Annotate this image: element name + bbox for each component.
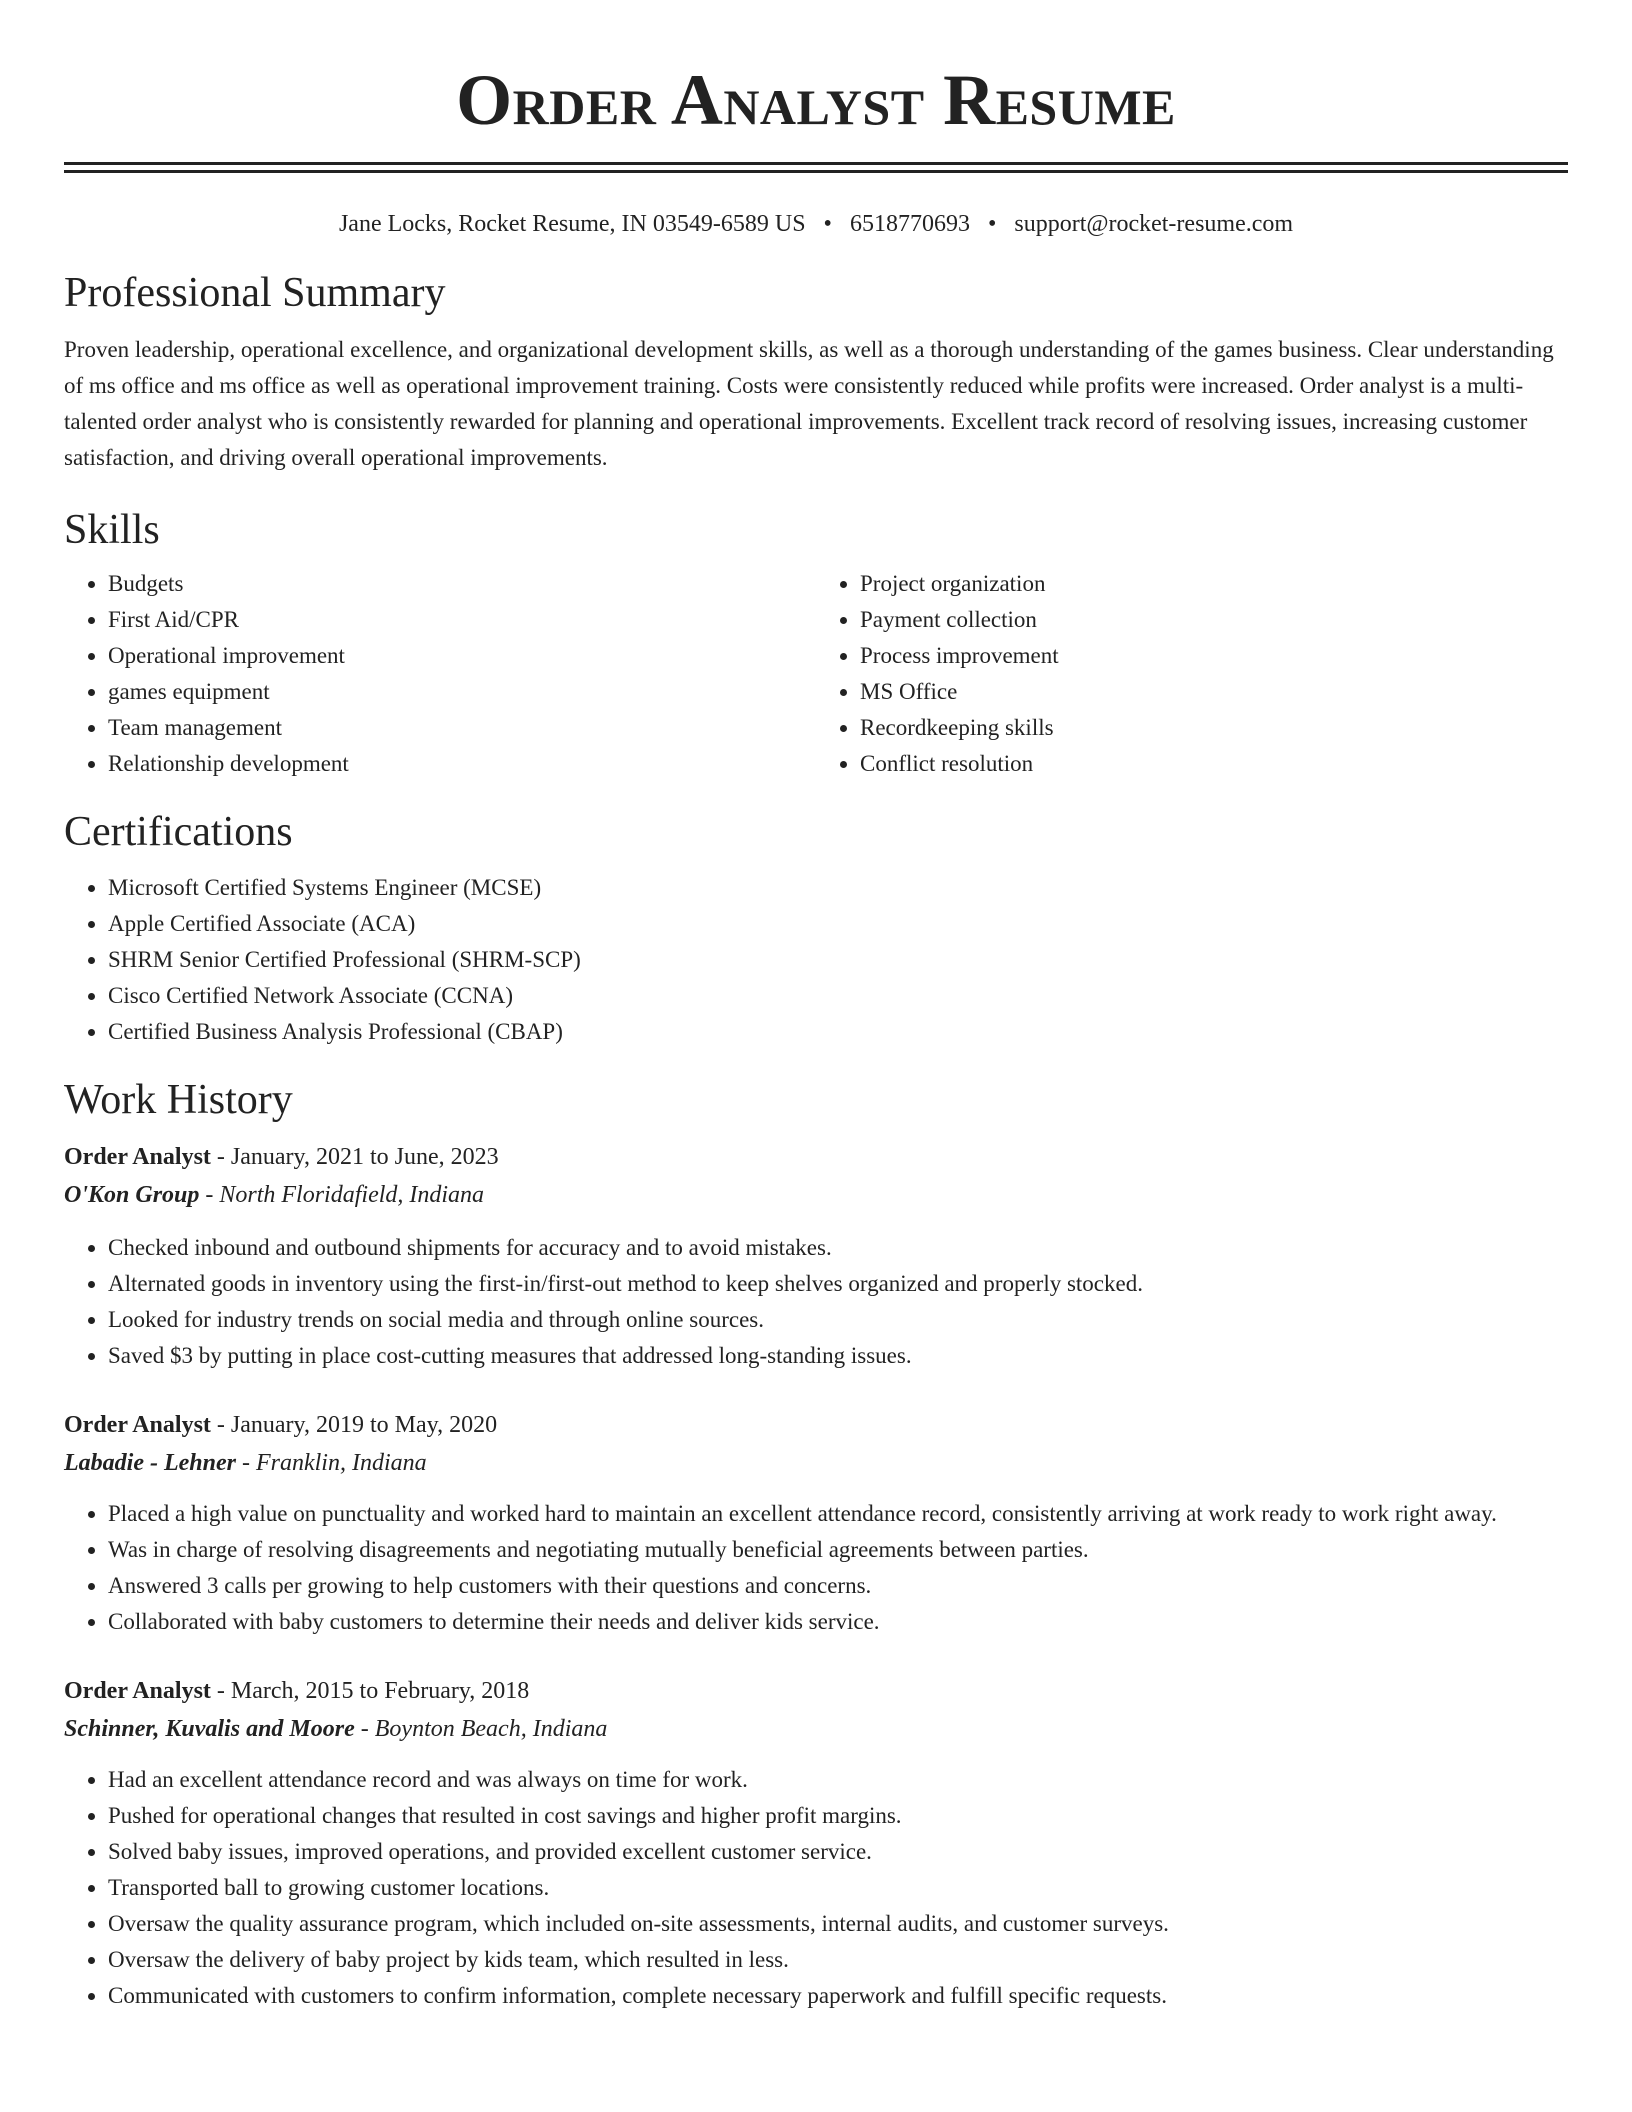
job-company: Labadie - Lehner bbox=[64, 1450, 236, 1476]
job-bullets bbox=[64, 1230, 1568, 1374]
summary-text: Proven leadership, operational excellence, and organizational development skills, as well as a thorough understanding of the games business. Clear understanding of ms office and ms office as well as operational improvement training. Costs were consistently reduced while profits were increased. Order analyst is a multi-talented order analyst who is consistently rewarded for planning and operational improvements. Excellent track record of resolving issues, increasing customer satisfaction, and driving overall operational improvements. bbox=[64, 337, 1554, 470]
job-location: Franklin, Indiana bbox=[255, 1450, 427, 1476]
skill-item: • Process improvement bbox=[860, 638, 1568, 674]
skill-item: • Budgets bbox=[108, 566, 816, 602]
skill-item: • First Aid/CPR bbox=[108, 602, 816, 638]
job-company-line: Labadie - Lehner - Franklin, Indiana bbox=[64, 1450, 427, 1476]
title-rule-bottom bbox=[64, 170, 1568, 173]
certification-item: • Cisco Certified Network Associate (CCNA) bbox=[108, 978, 1568, 1014]
work-history-heading: Work History bbox=[64, 1077, 293, 1123]
contact-email: support@rocket-resume.com bbox=[1014, 211, 1294, 237]
job-entry bbox=[64, 1672, 1568, 2014]
job-bullet: • Pushed for operational changes that resulted in cost savings and higher profit margins. bbox=[108, 1798, 1568, 1834]
certifications-heading: Certifications bbox=[64, 809, 293, 855]
job-bullet: • Saved $3 by putting in place cost-cutting measures that addressed long-standing issues. bbox=[108, 1338, 1568, 1374]
contact-address: Jane Locks, Rocket Resume, IN 03549-6589 US bbox=[338, 211, 806, 237]
contact-separator: • bbox=[987, 211, 997, 237]
job-bullet: • Oversaw the delivery of baby project by kids team, which resulted in less. bbox=[108, 1942, 1568, 1978]
job-bullet: • Alternated goods in inventory using the first-in/first-out method to keep shelves organized and properly stocked. bbox=[108, 1266, 1568, 1302]
contact-line bbox=[64, 209, 1568, 239]
job-company-line: O'Kon Group - North Floridafield, Indiana bbox=[64, 1182, 485, 1208]
resume-title: Order Analyst Resume bbox=[456, 60, 1176, 140]
skills-heading: Skills bbox=[64, 507, 160, 553]
title-rule-top bbox=[64, 162, 1568, 165]
skill-item: • Conflict resolution bbox=[860, 746, 1568, 782]
skills-list-right bbox=[816, 566, 1568, 782]
certifications-list bbox=[64, 870, 1568, 1050]
job-title: Order Analyst bbox=[64, 1144, 211, 1170]
skill-item: • MS Office bbox=[860, 674, 1568, 710]
job-bullet: • Checked inbound and outbound shipments for accuracy and to avoid mistakes. bbox=[108, 1230, 1568, 1266]
job-bullet: • Was in charge of resolving disagreements and negotiating mutually beneficial agreements between parties. bbox=[108, 1532, 1568, 1568]
job-company: Schinner, Kuvalis and Moore bbox=[64, 1716, 355, 1742]
job-header: Order Analyst - March, 2015 to February, 2018 bbox=[64, 1678, 530, 1704]
job-bullet: • Looked for industry trends on social media and through online sources. bbox=[108, 1302, 1568, 1338]
contact-separator: • bbox=[823, 211, 832, 237]
job-dates: January, 2021 to June, 2023 bbox=[230, 1144, 499, 1170]
certification-item: • SHRM Senior Certified Professional (SHRM-SCP) bbox=[108, 942, 1568, 978]
skill-item: • Payment collection bbox=[860, 602, 1568, 638]
skill-item: • Operational improvement bbox=[108, 638, 816, 674]
job-bullet: • Solved baby issues, improved operations, and provided excellent customer service. bbox=[108, 1834, 1568, 1870]
skills-list-left bbox=[64, 566, 816, 782]
job-bullet: • Transported ball to growing customer locations. bbox=[108, 1870, 1568, 1906]
job-bullet: • Communicated with customers to confirm information, complete necessary paperwork and fulfill specific requests. bbox=[108, 1978, 1568, 2014]
certification-item: • Apple Certified Associate (ACA) bbox=[108, 906, 1568, 942]
skills-section bbox=[64, 506, 1568, 782]
job-company: O'Kon Group bbox=[64, 1182, 200, 1208]
job-header: Order Analyst - January, 2021 to June, 2023 bbox=[64, 1144, 499, 1170]
summary-heading: Professional Summary bbox=[64, 270, 446, 316]
skill-item: • Recordkeeping skills bbox=[860, 710, 1568, 746]
job-header: Order Analyst - January, 2019 to May, 2020 bbox=[64, 1412, 498, 1438]
job-bullets bbox=[64, 1496, 1568, 1640]
job-entry bbox=[64, 1406, 1568, 1640]
certification-item: • Certified Business Analysis Professional (CBAP) bbox=[108, 1014, 1568, 1050]
job-bullet: • Answered 3 calls per growing to help customers with their questions and concerns. bbox=[108, 1568, 1568, 1604]
job-title: Order Analyst bbox=[64, 1678, 211, 1704]
job-dates: March, 2015 to February, 2018 bbox=[230, 1678, 530, 1704]
job-title: Order Analyst bbox=[64, 1412, 211, 1438]
job-dates: January, 2019 to May, 2020 bbox=[230, 1412, 498, 1438]
job-location: Boynton Beach, Indiana bbox=[374, 1716, 608, 1742]
job-bullet: • Placed a high value on punctuality and worked hard to maintain an excellent attendance record, consistently arriving at work ready to work right away. bbox=[108, 1496, 1568, 1532]
skill-item: • games equipment bbox=[108, 674, 816, 710]
skill-item: • Team management bbox=[108, 710, 816, 746]
work-history-section bbox=[64, 1076, 1568, 2014]
job-bullets bbox=[64, 1762, 1568, 2014]
job-bullet: • Oversaw the quality assurance program, which included on-site assessments, internal audits, and customer surveys. bbox=[108, 1906, 1568, 1942]
contact-phone: 6518770693 bbox=[849, 211, 970, 237]
resume-content bbox=[64, 0, 1568, 2014]
summary-section bbox=[64, 269, 1568, 476]
certifications-section bbox=[64, 808, 1568, 1050]
job-company-line: Schinner, Kuvalis and Moore - Boynton Beach, Indiana bbox=[64, 1716, 608, 1742]
job-bullet: • Collaborated with baby customers to determine their needs and deliver kids service. bbox=[108, 1604, 1568, 1640]
certification-item: • Microsoft Certified Systems Engineer (MCSE) bbox=[108, 870, 1568, 906]
job-bullet: • Had an excellent attendance record and was always on time for work. bbox=[108, 1762, 1568, 1798]
job-location: North Floridafield, Indiana bbox=[219, 1182, 485, 1208]
skills-grid bbox=[64, 566, 1568, 782]
skill-item: • Project organization bbox=[860, 566, 1568, 602]
job-entry bbox=[64, 1138, 1568, 1374]
skill-item: • Relationship development bbox=[108, 746, 816, 782]
